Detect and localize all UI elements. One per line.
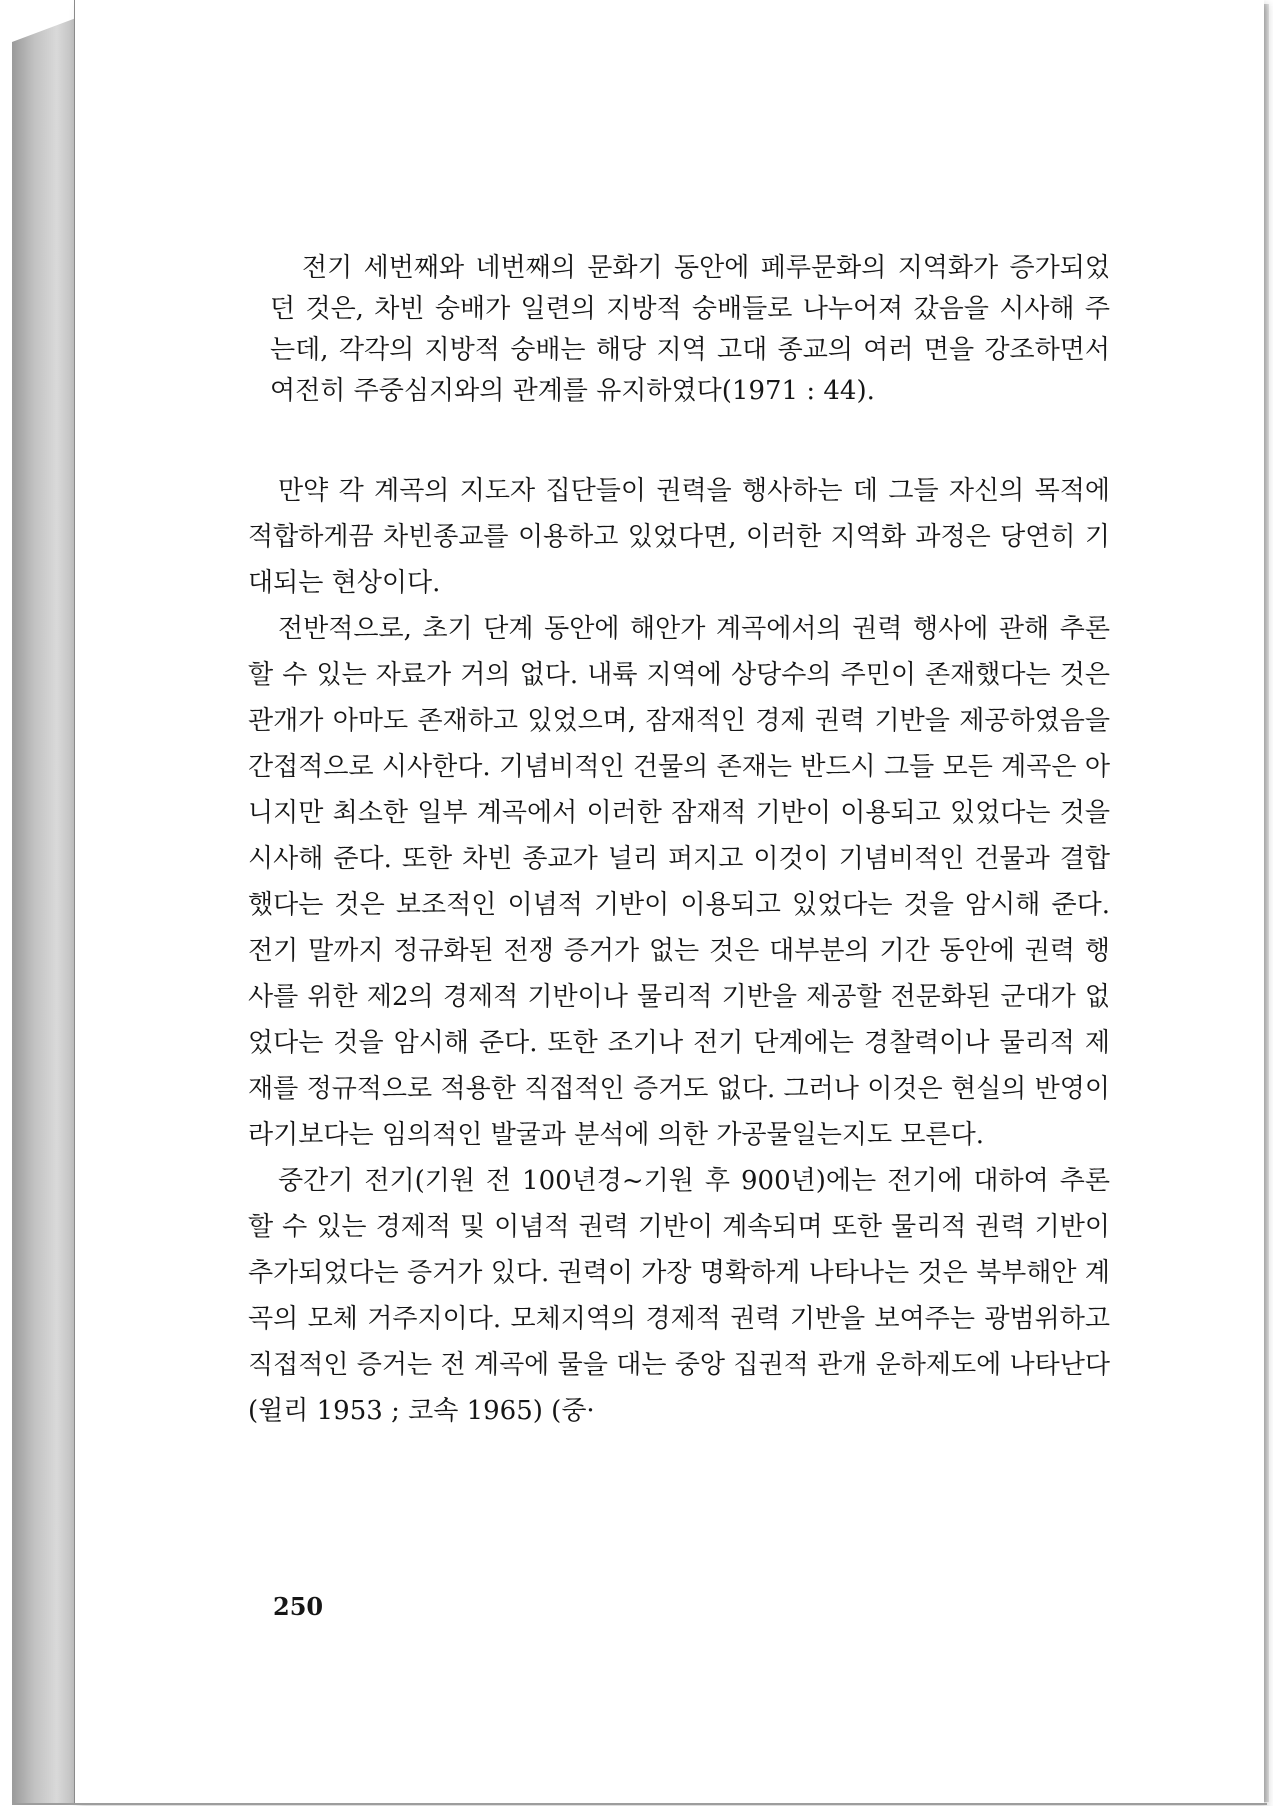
body-text xyxy=(248,468,1110,1434)
paragraph: 전반적으로, 초기 단계 동안에 해안가 계곡에서의 권력 행사에 관해 추론할 수 있는 자료가 거의 없다. 내륙 지역에 상당수의 주민이 존재했다는 것은 관개가 아마도 존재하고 있었으며, 잠재적인 경제 권력 기반을 제공하였음을 간접적으로 시사한다. 기념비적인 건물의 존재는 반드시 그들 모든 계곡은 아니지만 최소한 일부 계곡에서 이러한 잠재적 기반이 이용되고 있었다는 것을 시사해 준다. 또한 차빈 종교가 널리 퍼지고 이것이 기념비적인 건물과 결합했다는 것은 보조적인 이념적 기반이 이용되고 있었다는 것을 암시해 준다. 전기 말까지 정규화된 전쟁 증거가 없는 것은 대부분의 기간 동안에 권력 행사를 위한 제2의 경제적 기반이나 물리적 기반을 제공할 전문화된 군대가 없었다는 것을 암시해 준다. 또한 조기나 전기 단계에는 경찰력이나 물리적 제재를 정규적으로 적용한 직접적인 증거도 없다. 그러나 이것은 현실의 반영이라기보다는 임의적인 발굴과 분석에 의한 가공물일는지도 모른다. xyxy=(248,614,1110,1150)
book-spine xyxy=(12,18,76,1804)
block-quote xyxy=(270,248,1110,412)
paragraph: 중간기 전기(기원 전 100년경~기원 후 900년)에는 전기에 대하여 추론할 수 있는 경제적 및 이념적 권력 기반이 계속되며 또한 물리적 권력 기반이 추가되었다는 증거가 있다. 권력이 가장 명확하게 나타나는 것은 북부해안 계곡의 모체 거주지이다. 모체지역의 경제적 권력 기반을 보여주는 광범위하고 직접적인 증거는 전 계곡에 물을 대는 중앙 집권적 관개 운하제도에 나타난다(윌리 1953 ; 코속 1965) (중· xyxy=(248,1166,1110,1426)
page-number: 250 xyxy=(273,1592,324,1621)
quote-paragraph: 전기 세번째와 네번째의 문화기 동안에 페루문화의 지역화가 증가되었던 것은, 차빈 숭배가 일련의 지방적 숭배들로 나누어져 갔음을 시사해 주는데, 각각의 지방적 숭배는 해당 지역 고대 종교의 여러 면을 강조하면서 여전히 주중심지와의 관계를 유지하였다(1971 : 44). xyxy=(270,253,1110,406)
paragraph: 만약 각 계곡의 지도자 집단들이 권력을 행사하는 데 그들 자신의 목적에 적합하게끔 차빈종교를 이용하고 있었다면, 이러한 지역화 과정은 당연히 기대되는 현상이다. xyxy=(248,476,1110,598)
page-bottom-edge xyxy=(12,1803,1267,1805)
